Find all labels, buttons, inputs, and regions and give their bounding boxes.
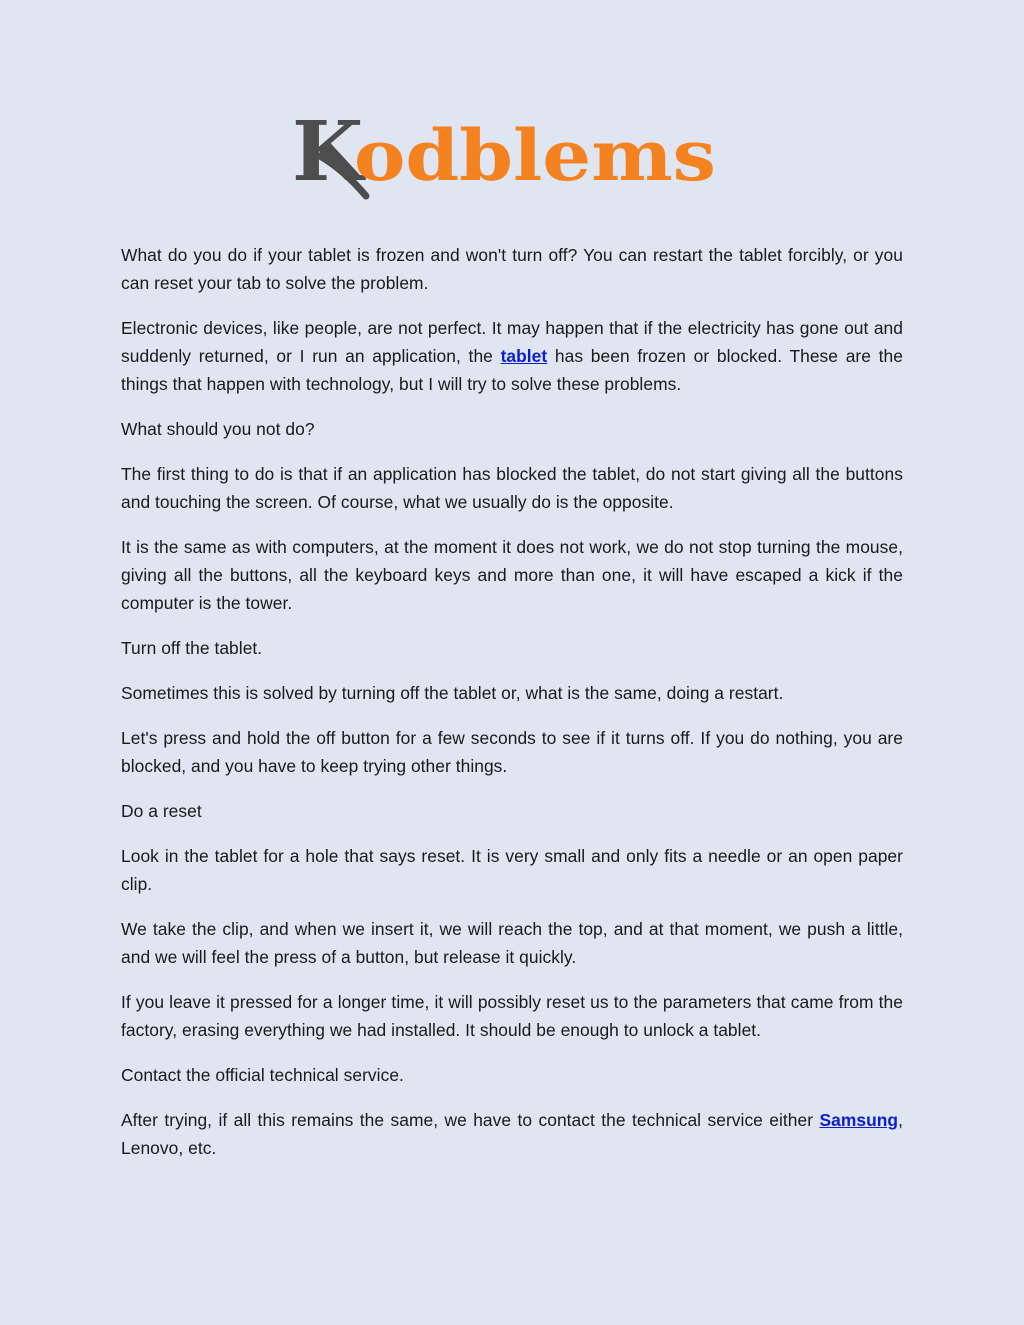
paragraph: If you leave it pressed for a longer time, it will possibly reset us to the parameters that came from the factory, erasing everything we had installed. It should be enough to unlock a tablet. [121,992,903,1040]
logo-rest: odblems [354,114,716,197]
paragraph-text: Electronic devices, like people, are not perfect. It may happen that if the electricity has gone out and suddenly returned, or I run an application, the [121,318,903,366]
samsung-link[interactable]: Samsung [819,1110,899,1130]
logo-initial: K [292,108,364,200]
kodblems-logo-image [292,108,732,208]
paragraph [121,1106,903,1162]
paragraph-text: has been frozen or blocked. These are the things that happen with technology, but I will try to solve these problems. [121,346,903,394]
tablet-link[interactable]: tablet [500,346,548,366]
section-heading: Turn off the tablet. [121,638,263,658]
brand-logo [0,108,1024,208]
section-heading: Contact the official technical service. [121,1065,404,1085]
paragraph-text: , Lenovo, etc. [121,1110,903,1158]
paragraph: What do you do if your tablet is frozen and won't turn off? You can restart the tablet forcibly, or you can reset your tab to solve the problem. [121,245,903,293]
paragraph: It is the same as with computers, at the moment it does not work, we do not stop turning the mouse, giving all the buttons, all the keyboard keys and more than one, it will have escaped a kick if the computer is the tower. [121,537,903,613]
paragraph: Look in the tablet for a hole that says reset. It is very small and only fits a needle or an open paper clip. [121,846,903,894]
paragraph: Let's press and hold the off button for a few seconds to see if it turns off. If you do nothing, you are blocked, and you have to keep trying other things. [121,728,903,776]
paragraph: The first thing to do is that if an application has blocked the tablet, do not start giving all the buttons and touching the screen. Of course, what we usually do is the opposite. [121,464,903,512]
paragraph-text: After trying, if all this remains the same, we have to contact the technical service either [121,1110,820,1130]
section-heading: What should you not do? [121,419,315,439]
section-heading: Do a reset [121,801,202,821]
paragraph: We take the clip, and when we insert it, we will reach the top, and at that moment, we push a little, and we will feel the press of a button, but release it quickly. [121,919,903,967]
paragraph: Sometimes this is solved by turning off the tablet or, what is the same, doing a restart. [121,683,784,703]
article-body [121,241,903,1179]
paragraph [121,314,903,398]
